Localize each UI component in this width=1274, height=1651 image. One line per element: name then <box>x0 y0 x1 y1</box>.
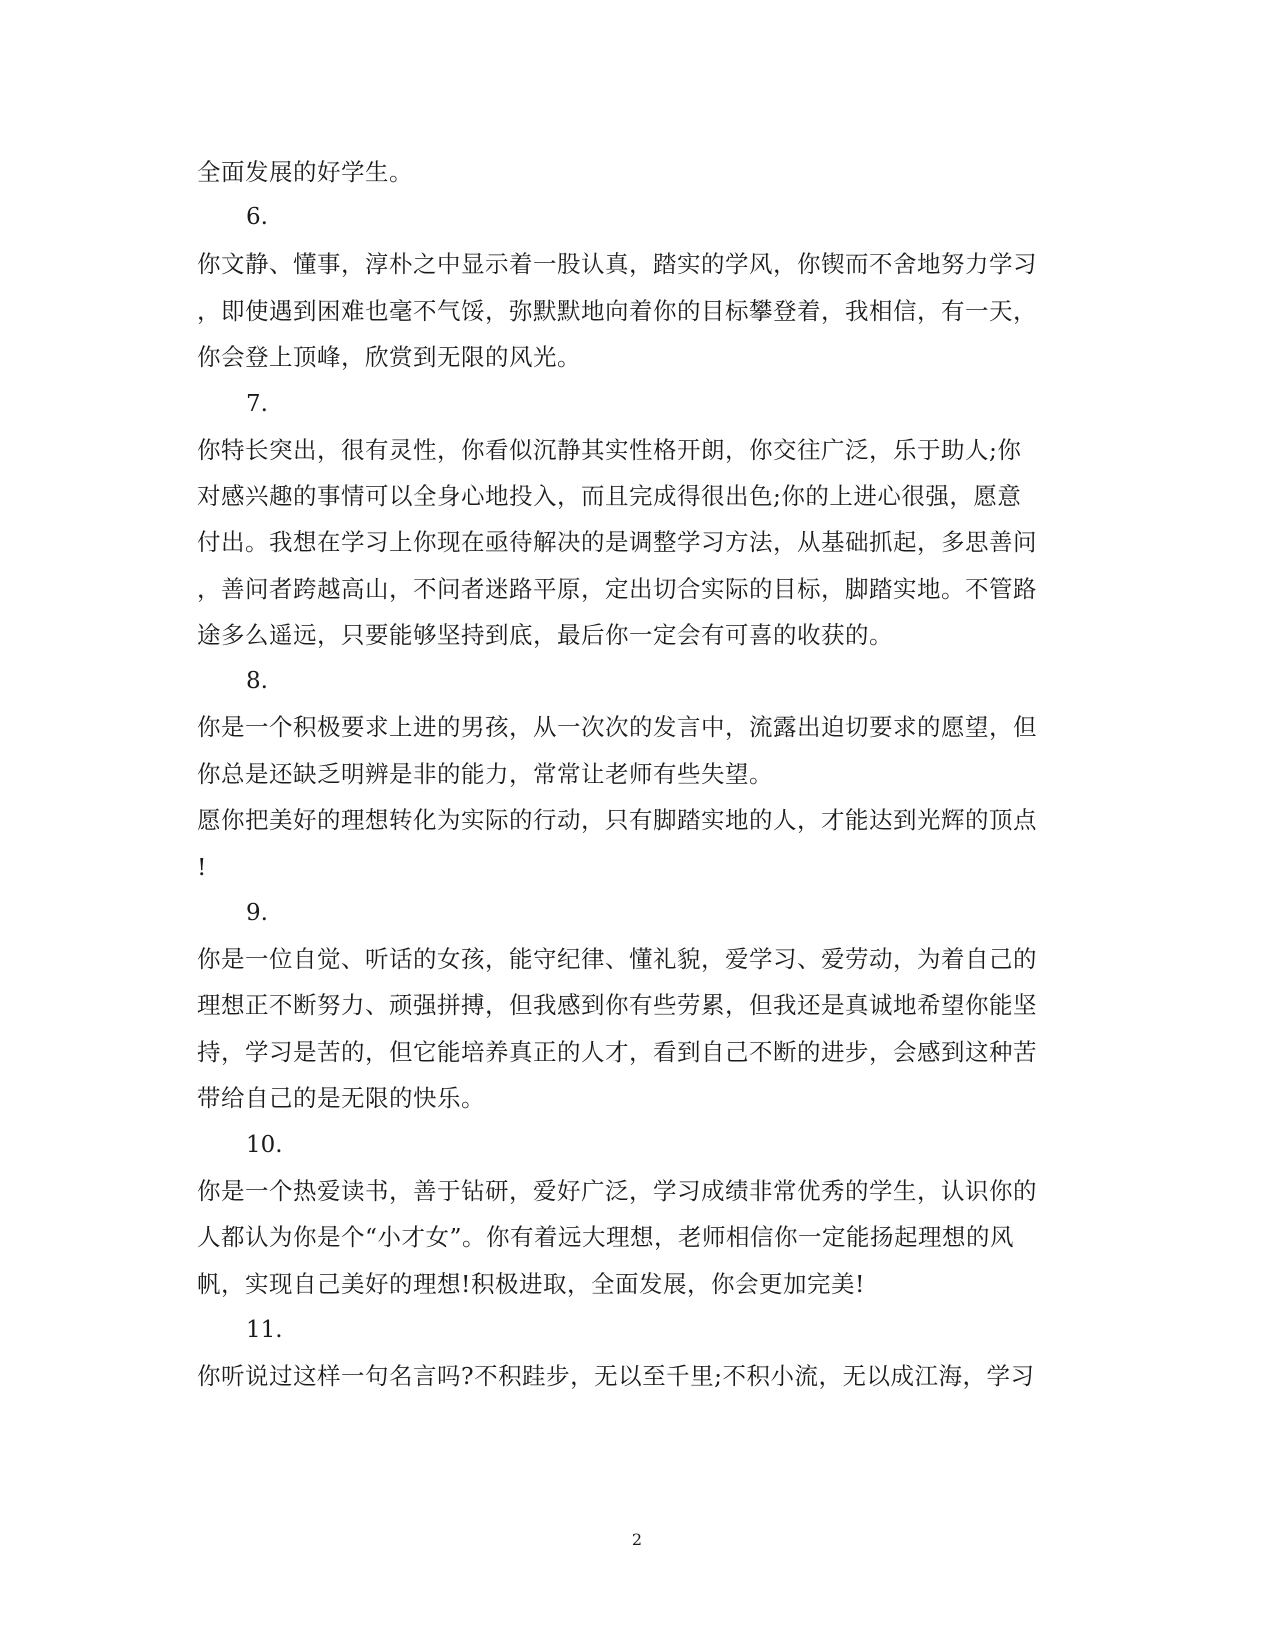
text-line: ! <box>197 853 207 881</box>
text-line: 付出。我想在学习上你现在亟待解决的是调整学习方法，从基础抓起，多思善问 <box>197 528 1037 556</box>
item-number: 7. <box>246 391 268 417</box>
text-line: 全面发展的好学生。 <box>197 158 413 186</box>
text-line: 愿你把美好的理想转化为实际的行动，只有脚踏实地的人，才能达到光辉的顶点 <box>197 806 1037 834</box>
text-line: 人都认为你是个“小才女”。你有着远大理想，老师相信你一定能扬起理想的风 <box>197 1223 1015 1251</box>
item-number: 8. <box>246 668 268 694</box>
text-line: 你听说过这样一句名言吗?不积跬步，无以至千里;不积小流，无以成江海，学习 <box>197 1362 1035 1390</box>
text-line: 途多么遥远，只要能够坚持到底，最后你一定会有可喜的收获的。 <box>197 621 893 649</box>
text-line: 持，学习是苦的，但它能培养真正的人才，看到自己不断的进步，会感到这种苦 <box>197 1038 1037 1066</box>
text-line: 理想正不断努力、顽强拼搏，但我感到你有些劳累，但我还是真诚地希望你能坚 <box>197 991 1037 1019</box>
text-line: 你总是还缺乏明辨是非的能力，常常让老师有些失望。 <box>197 760 773 788</box>
item-number: 11. <box>246 1317 283 1343</box>
text-line: 你是一位自觉、听话的女孩，能守纪律、懂礼貌，爱学习、爱劳动，为着自己的 <box>197 945 1037 973</box>
text-line: 你会登上顶峰，欣赏到无限的风光。 <box>197 343 581 371</box>
item-number: 6. <box>246 204 268 230</box>
text-line: 你是一个热爱读书，善于钻研，爱好广泛，学习成绩非常优秀的学生，认识你的 <box>197 1177 1037 1205</box>
text-line: 帆，实现自己美好的理想!积极进取，全面发展，你会更加完美! <box>197 1270 865 1298</box>
text-line: 你特长突出，很有灵性，你看似沉静其实性格开朗，你交往广泛，乐于助人;你 <box>197 436 1022 464</box>
page-number: 2 <box>631 1530 643 1549</box>
text-line: ，即使遇到困难也毫不气馁，弥默默地向着你的目标攀登着，我相信，有一天， <box>197 297 1037 325</box>
text-line: 对感兴趣的事情可以全身心地投入，而且完成得很出色;你的上进心很强，愿意 <box>197 482 1022 510</box>
item-number: 9. <box>246 900 268 926</box>
text-line: 你文静、懂事，淳朴之中显示着一股认真，踏实的学风，你锲而不舍地努力学习 <box>197 250 1037 278</box>
text-line: 带给自己的是无限的快乐。 <box>197 1084 485 1112</box>
text-line: ，善问者跨越高山，不问者迷路平原，定出切合实际的目标，脚踏实地。不管路 <box>197 575 1037 603</box>
item-number: 10. <box>246 1132 283 1158</box>
text-line: 你是一个积极要求上进的男孩，从一次次的发言中，流露出迫切要求的愿望，但 <box>197 713 1037 741</box>
